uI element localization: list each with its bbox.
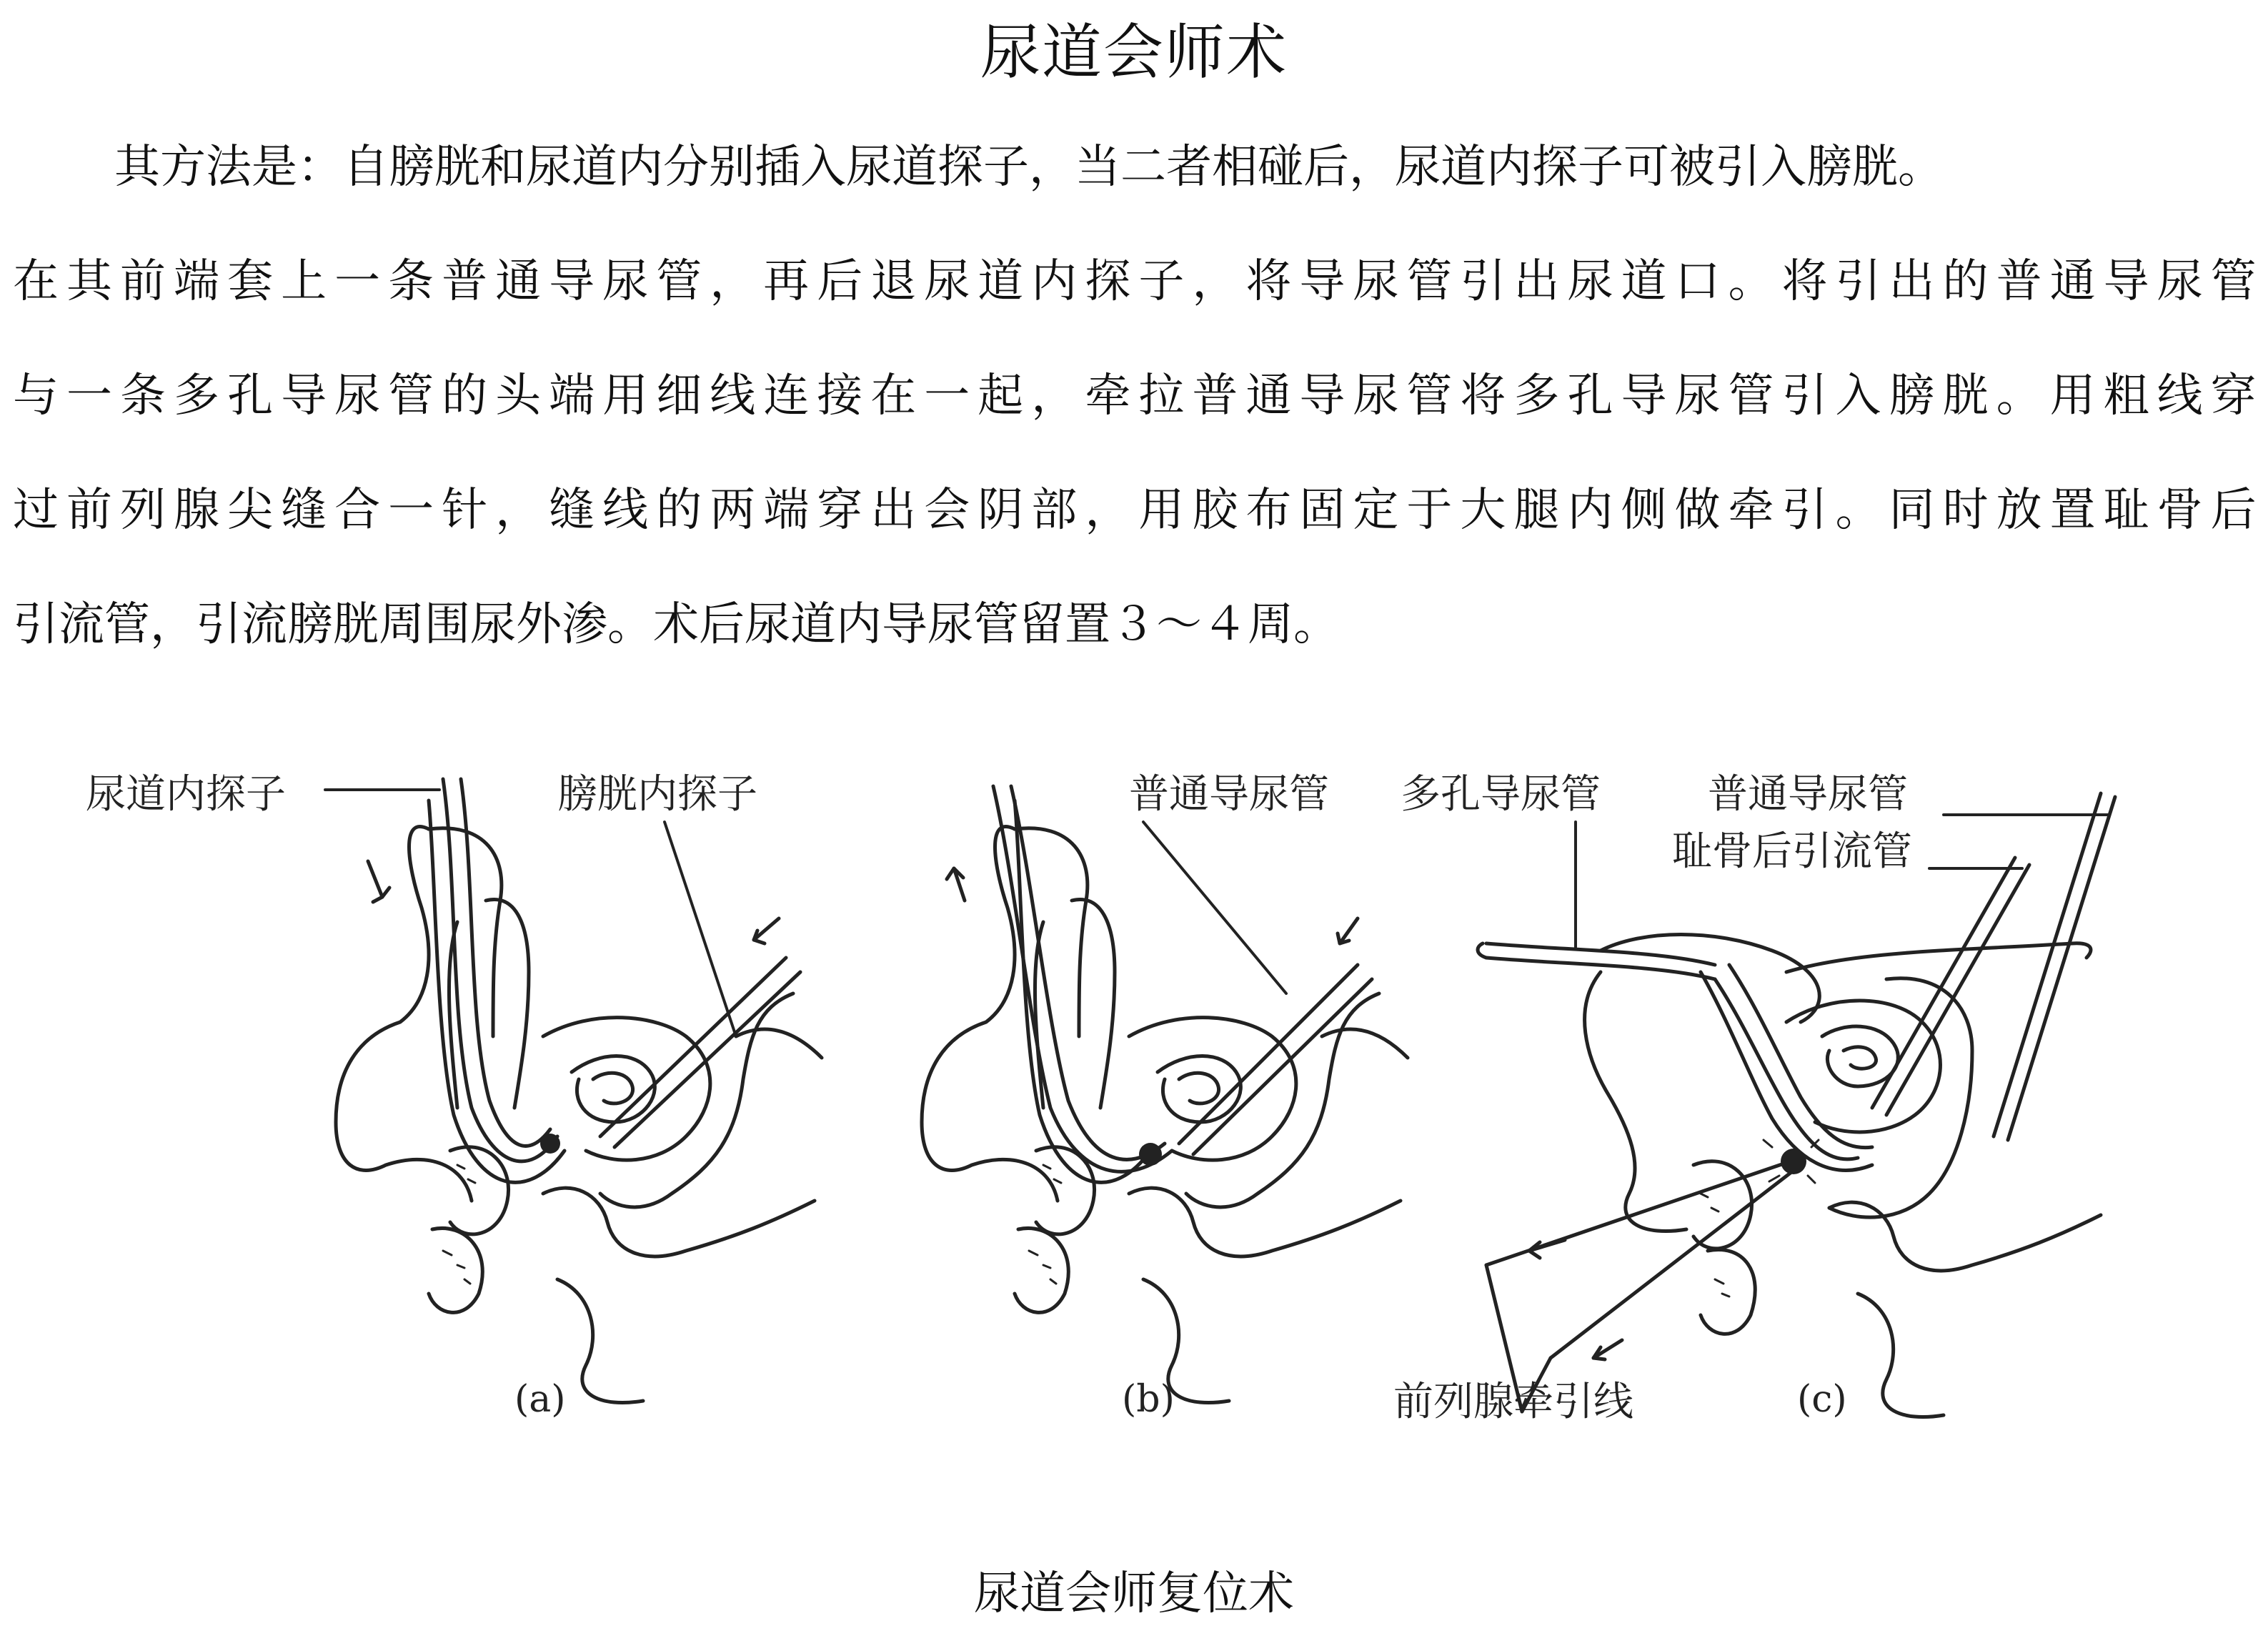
- panel-c-illustration: [1478, 793, 2115, 1417]
- paragraph-line-1: 其方法是：自膀胱和尿道内分别插入尿道探子，当二者相碰后，尿道内探子可被引入膀胱。: [114, 141, 1944, 194]
- panel-b-illustration: [922, 786, 1408, 1403]
- page-title: 尿道会师术: [980, 17, 1288, 87]
- paragraph-line-5: 引流管，引流膀胱周围尿外渗。术后尿道内导尿管留置３～４周。: [13, 598, 1339, 651]
- panel-c-label: (c): [1797, 1378, 1847, 1421]
- callout-bladder-probe: 膀胱内探子: [557, 771, 757, 818]
- paragraph-line-3: 与 一 条 多 孔 导 尿 管 的 头 端 用 细 线 连 接 在 一 起 ， 牵 拉 普 通 导 尿 管 将 多 孔 导 尿 管 引 入 膀 胱 。 用 粗 线 穿: [13, 370, 2257, 422]
- paragraph-line-4: 过 前 列 腺 尖 缝 合 一 针 ， 缝 线 的 两 端 穿 出 会 阴 部 ， 用 胶 布 固 定 于 大 腿 内 侧 做 牵 引 。 同 时 放 置 耻 骨 后: [13, 484, 2257, 537]
- anatomy-figure: [0, 736, 2268, 1472]
- callout-multihole-catheter: 多孔导尿管: [1401, 771, 1601, 818]
- callout-catheter-b: 普通导尿管: [1129, 771, 1329, 818]
- paragraph-line-2: 在 其 前 端 套 上 一 条 普 通 导 尿 管 ， 再 后 退 尿 道 内 探 子 ， 将 导 尿 管 引 出 尿 道 口 。 将 引 出 的 普 通 导 尿 管: [13, 255, 2257, 308]
- callout-retropubic-drain: 耻骨后引流管: [1672, 828, 1912, 875]
- panel-b-label: (b): [1122, 1378, 1175, 1421]
- panel-a-illustration: [325, 779, 822, 1403]
- panel-a-label: (a): [514, 1378, 566, 1421]
- callout-prostate-traction: 前列腺牵引线: [1393, 1379, 1633, 1425]
- figure-caption: 尿道会师复位术: [974, 1567, 1294, 1620]
- callout-catheter-c: 普通导尿管: [1708, 771, 1908, 818]
- callout-urethral-probe: 尿道内探子: [86, 771, 286, 818]
